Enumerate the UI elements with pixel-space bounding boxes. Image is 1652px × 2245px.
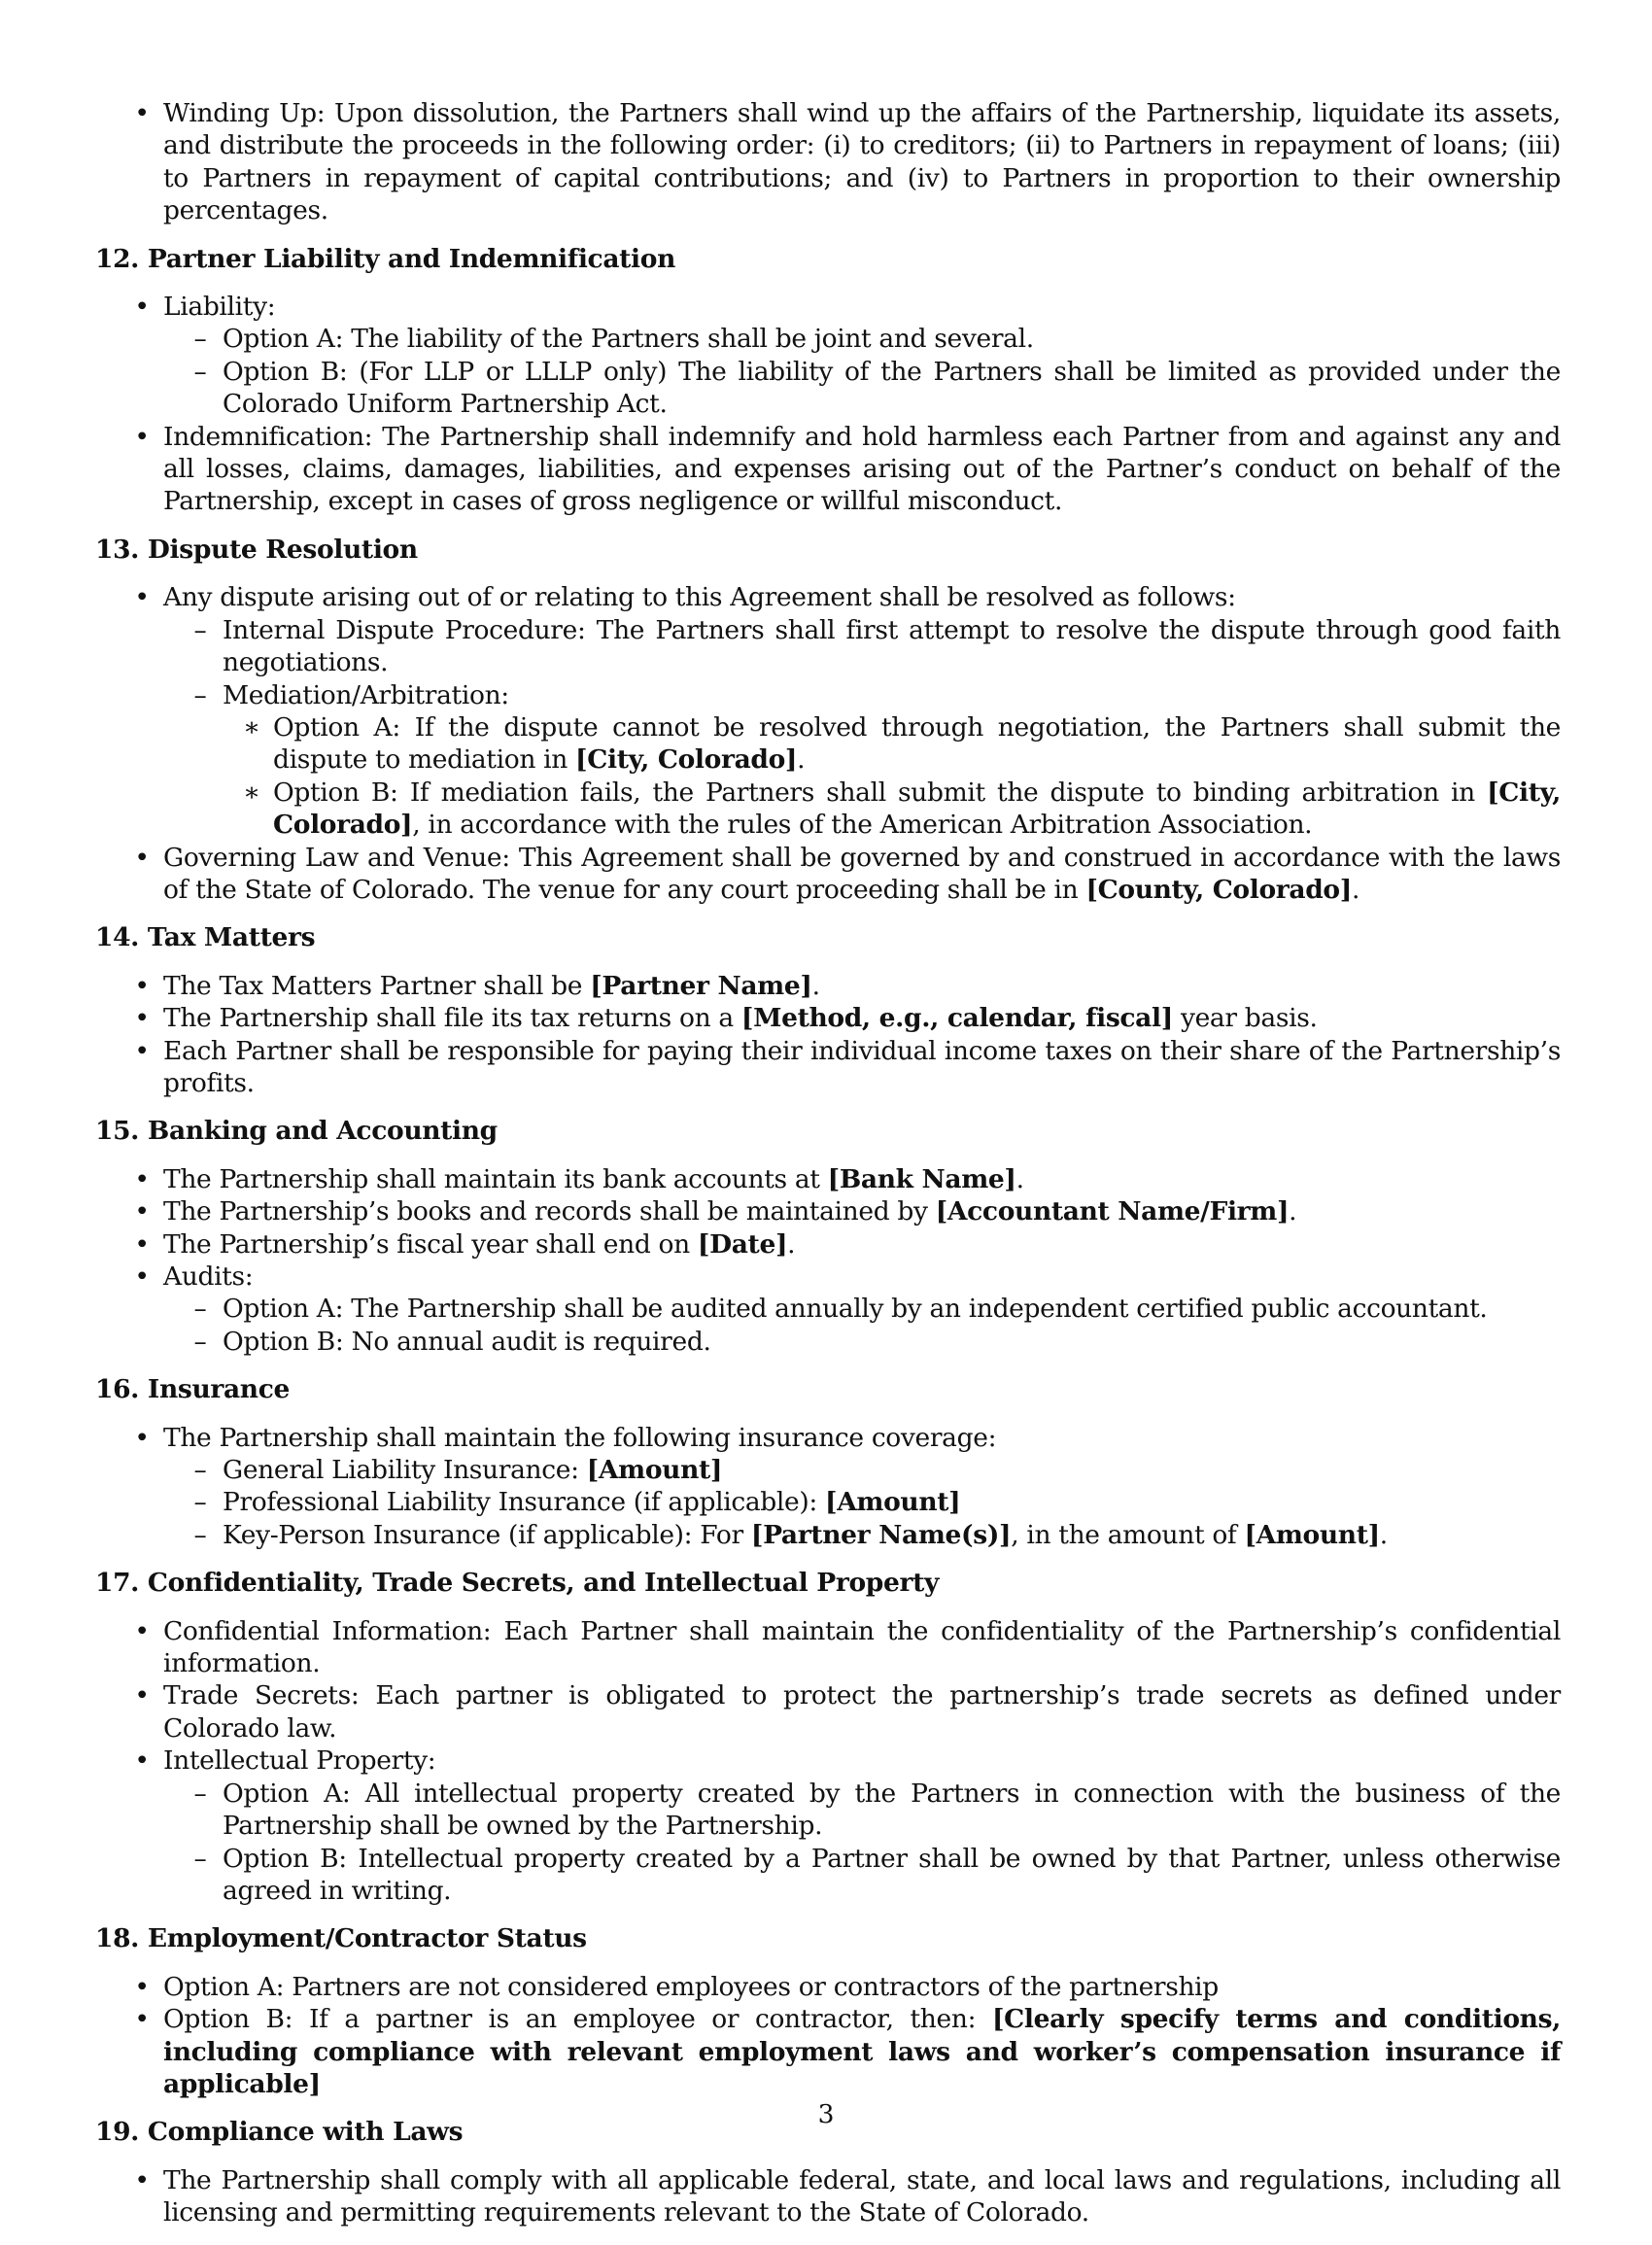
item-text: Option A: Partners are not considered employees or contractors of the partnership bbox=[163, 1971, 1219, 2002]
list-item bbox=[95, 1454, 1561, 1486]
bullet-icon: • bbox=[134, 1615, 150, 1646]
bullet-icon: • bbox=[134, 2004, 150, 2035]
placeholder-field: [Date] bbox=[697, 1228, 788, 1260]
dash-icon: – bbox=[193, 1326, 207, 1357]
item-text: Any dispute arising out of or relating to this Agreement shall be resolved as follows: bbox=[163, 582, 1236, 613]
placeholder-field: [Partner Name(s)] bbox=[750, 1519, 1012, 1550]
placeholder-field: [Amount] bbox=[1244, 1519, 1380, 1550]
bullet-icon: • bbox=[134, 1680, 150, 1711]
list-item bbox=[95, 97, 1561, 227]
list-item bbox=[95, 1293, 1561, 1325]
bullet-icon: • bbox=[134, 98, 150, 128]
document-body bbox=[95, 97, 1561, 2245]
section-17 bbox=[95, 1567, 1561, 1907]
section-title: 19. Compliance with Laws bbox=[95, 2117, 464, 2148]
list-item bbox=[95, 323, 1561, 355]
item-text: . bbox=[1379, 1519, 1388, 1550]
item-text: Option A: The Partnership shall be audited annually by an independent certified public accountant. bbox=[223, 1294, 1488, 1325]
winding-up-text: Winding Up: Upon dissolution, the Partners shall wind up the affairs of the Partnership, liquidate its assets, and distribute the proceeds in the following order: (i) to creditors; (ii) to Partners in repayment of loans; (iii) to Partners in repayment of capital contributions; and (iv) to Partners in proportion to their ownership percentages. bbox=[163, 98, 1561, 226]
section-18 bbox=[95, 1922, 1561, 2100]
bullet-icon: • bbox=[134, 421, 150, 452]
item-text: Option A: The liability of the Partners shall be joint and several. bbox=[223, 324, 1034, 355]
bullet-icon: • bbox=[134, 582, 150, 613]
section-title: 14. Tax Matters bbox=[95, 922, 316, 953]
item-text: Audits: bbox=[163, 1261, 254, 1292]
item-text: , in accordance with the rules of the American Arbitration Association. bbox=[412, 810, 1313, 841]
list-item bbox=[95, 581, 1561, 613]
dash-icon: – bbox=[193, 1778, 207, 1809]
item-text: . bbox=[811, 970, 820, 1001]
section-16 bbox=[95, 1373, 1561, 1551]
item-text: Option B: (For LLP or LLLP only) The liability of the Partners shall be limited as provided under the Colorado Uniform Partnership Act. bbox=[223, 356, 1561, 420]
list-item bbox=[95, 1035, 1561, 1100]
dash-icon: – bbox=[193, 1843, 207, 1874]
list-item bbox=[95, 970, 1561, 1002]
list-item bbox=[95, 1843, 1561, 1908]
item-text: General Liability Insurance: bbox=[223, 1455, 587, 1486]
bullet-icon: • bbox=[134, 1163, 150, 1194]
section-19 bbox=[95, 2116, 1561, 2228]
list-item bbox=[95, 291, 1561, 323]
list-item bbox=[95, 679, 1561, 711]
section-title: 15. Banking and Accounting bbox=[95, 1116, 498, 1147]
item-text: Confidential Information: Each Partner shall maintain the confidentiality of the Partnership’s confidential information. bbox=[163, 1615, 1561, 1679]
list-item bbox=[95, 777, 1561, 842]
section-title: 18. Employment/Contractor Status bbox=[95, 1923, 587, 1954]
list-item bbox=[95, 1261, 1561, 1293]
dash-icon: – bbox=[193, 1487, 207, 1518]
item-text: Trade Secrets: Each partner is obligated to protect the partnership’s trade secrets as defined under Colorado law. bbox=[163, 1680, 1561, 1744]
list-item bbox=[95, 1422, 1561, 1454]
item-text: Internal Dispute Procedure: The Partners shall first attempt to resolve the dispute through good faith negotiations. bbox=[223, 614, 1561, 678]
list-item bbox=[95, 1228, 1561, 1261]
placeholder-field: [County, Colorado] bbox=[1085, 874, 1352, 905]
item-text: Option A: If the dispute cannot be resolved through negotiation, the Partners shall submit the dispute to mediation in bbox=[273, 711, 1561, 776]
section-15 bbox=[95, 1115, 1561, 1358]
item-text: The Partnership shall maintain the following insurance coverage: bbox=[163, 1422, 997, 1453]
section-title: 13. Dispute Resolution bbox=[95, 534, 418, 565]
placeholder-field: [City, Colorado] bbox=[575, 744, 798, 776]
item-text: Key-Person Insurance (if applicable): For bbox=[223, 1519, 751, 1550]
page-number: 3 bbox=[817, 2099, 835, 2129]
item-text: The Tax Matters Partner shall be bbox=[163, 970, 591, 1001]
bullet-icon: • bbox=[134, 2164, 150, 2195]
list-item bbox=[95, 1679, 1561, 1744]
item-text: Option B: Intellectual property created by a Partner shall be owned by that Partner, unless otherwise agreed in writing. bbox=[223, 1843, 1561, 1906]
bullet-icon: • bbox=[134, 292, 150, 323]
placeholder-field: [Method, e.g., calendar, fiscal] bbox=[740, 1003, 1173, 1034]
bullet-icon: • bbox=[134, 1035, 150, 1066]
item-text: , in the amount of bbox=[1011, 1519, 1245, 1550]
list-item bbox=[95, 421, 1561, 518]
asterisk-icon: ∗ bbox=[243, 777, 260, 808]
list-item bbox=[95, 711, 1561, 777]
item-text: Option B: If mediation fails, the Partners shall submit the dispute to binding arbitration in bbox=[273, 777, 1488, 808]
list-item bbox=[95, 2164, 1561, 2229]
item-text: Liability: bbox=[163, 292, 276, 323]
list-item bbox=[95, 1326, 1561, 1358]
bullet-icon: • bbox=[134, 1196, 150, 1227]
placeholder-field: [Accountant Name/Firm] bbox=[935, 1196, 1290, 1227]
item-text: The Partnership’s books and records shall be maintained by bbox=[163, 1196, 936, 1227]
section-11-continuation bbox=[95, 97, 1561, 227]
item-text: . bbox=[797, 744, 806, 776]
item-text: Professional Liability Insurance (if applicable): bbox=[223, 1487, 826, 1518]
placeholder-field: [Amount] bbox=[825, 1487, 961, 1518]
dash-icon: – bbox=[193, 324, 207, 355]
section-12 bbox=[95, 243, 1561, 518]
list-item bbox=[95, 1486, 1561, 1518]
list-item bbox=[95, 1971, 1561, 2003]
list-item bbox=[95, 1195, 1561, 1227]
placeholder-field: [Amount] bbox=[586, 1455, 723, 1486]
asterisk-icon: ∗ bbox=[243, 711, 260, 743]
item-text: The Partnership shall file its tax returns on a bbox=[163, 1003, 741, 1034]
list-item bbox=[95, 1778, 1561, 1843]
dash-icon: – bbox=[193, 356, 207, 387]
placeholder-field: [Clearly specify terms and conditions, including compliance with relevant employment laws and worker’s compensation insurance if applicable] bbox=[163, 2004, 1562, 2099]
item-text: . bbox=[1289, 1196, 1297, 1227]
bullet-icon: • bbox=[134, 1745, 150, 1777]
bullet-icon: • bbox=[134, 1261, 150, 1292]
item-text: Each Partner shall be responsible for paying their individual income taxes on their share of the Partnership’s profits. bbox=[163, 1035, 1561, 1098]
item-text: The Partnership’s fiscal year shall end on bbox=[163, 1228, 698, 1260]
item-text: year basis. bbox=[1172, 1003, 1318, 1034]
bullet-icon: • bbox=[134, 970, 150, 1001]
section-title: 17. Confidentiality, Trade Secrets, and Intellectual Property bbox=[95, 1568, 940, 1599]
section-title: 12. Partner Liability and Indemnification bbox=[95, 243, 675, 274]
item-text: . bbox=[1351, 874, 1360, 905]
item-text: Option B: If a partner is an employee or contractor, then: bbox=[163, 2004, 992, 2035]
item-text: . bbox=[787, 1228, 796, 1260]
item-text: . bbox=[1015, 1163, 1024, 1194]
placeholder-field: [Partner Name] bbox=[590, 970, 812, 1001]
dash-icon: – bbox=[193, 679, 207, 710]
dash-icon: – bbox=[193, 1294, 207, 1325]
dash-icon: – bbox=[193, 1455, 207, 1486]
dash-icon: – bbox=[193, 1519, 207, 1550]
dash-icon: – bbox=[193, 614, 207, 645]
bullet-icon: • bbox=[134, 1228, 150, 1260]
placeholder-field: [Bank Name] bbox=[827, 1163, 1016, 1194]
list-item bbox=[95, 1163, 1561, 1195]
bullet-icon: • bbox=[134, 1971, 150, 2002]
item-text: Governing Law and Venue: This Agreement shall be governed by and construed in accordance with the laws of the State of Colorado. The venue for any court proceeding shall be in bbox=[163, 842, 1561, 905]
list-item bbox=[95, 2003, 1561, 2100]
section-13 bbox=[95, 534, 1561, 906]
list-item bbox=[95, 1744, 1561, 1777]
item-text: Intellectual Property: bbox=[163, 1745, 436, 1777]
item-text: Mediation/Arbitration: bbox=[223, 679, 509, 710]
item-text: Option B: No annual audit is required. bbox=[223, 1326, 711, 1357]
item-text: Indemnification: The Partnership shall indemnify and hold harmless each Partner from and against any and all losses, claims, damages, liabilities, and expenses arising out of the Partner’s conduct on behalf of the Partnership, except in cases of gross negligence or willful misconduct. bbox=[163, 421, 1561, 517]
list-item bbox=[95, 842, 1561, 907]
list-item bbox=[95, 614, 1561, 679]
item-text: The Partnership shall maintain its bank accounts at bbox=[163, 1163, 828, 1194]
bullet-icon: • bbox=[134, 842, 150, 873]
list-item bbox=[95, 1519, 1561, 1551]
placeholder-field: [City, Colorado] bbox=[273, 777, 1561, 841]
list-item bbox=[95, 356, 1561, 421]
section-14 bbox=[95, 921, 1561, 1099]
item-text: The Partnership shall comply with all applicable federal, state, and local laws and regulations, including all licensing and permitting requirements relevant to the State of Colorado. bbox=[163, 2164, 1561, 2228]
list-item bbox=[95, 1615, 1561, 1680]
list-item bbox=[95, 1002, 1561, 1034]
bullet-icon: • bbox=[134, 1003, 150, 1034]
section-title: 16. Insurance bbox=[95, 1374, 291, 1405]
bullet-icon: • bbox=[134, 1422, 150, 1453]
item-text: Option A: All intellectual property created by the Partners in connection with the business of the Partnership shall be owned by the Partnership. bbox=[223, 1778, 1561, 1842]
